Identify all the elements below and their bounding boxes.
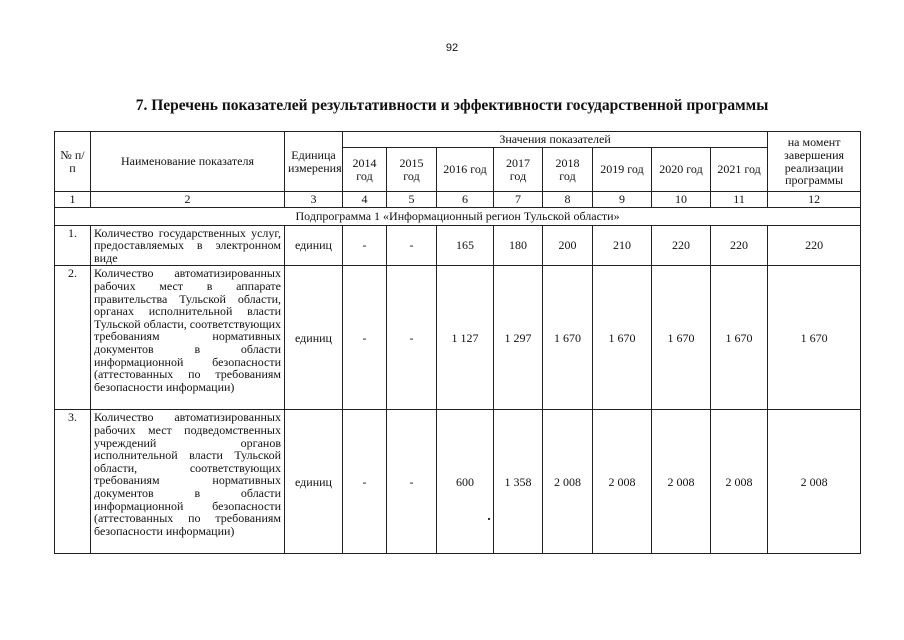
header-year: 2017 год <box>494 148 543 192</box>
header-num: № п/п <box>55 132 91 192</box>
scan-dot <box>488 518 490 520</box>
subprogram-row <box>55 207 861 225</box>
header-year: 2020 год <box>652 148 711 192</box>
column-number-row <box>55 192 861 208</box>
indicator-value: 2 008 <box>711 410 768 554</box>
indicator-unit: единиц <box>285 225 343 266</box>
column-number: 4 <box>343 192 387 208</box>
column-number: 2 <box>91 192 285 208</box>
indicator-value: 200 <box>543 225 593 266</box>
header-year: 2015 год <box>387 148 437 192</box>
indicator-value: 180 <box>494 225 543 266</box>
indicators-table <box>54 131 861 554</box>
indicator-value: - <box>343 266 387 410</box>
indicator-value: 2 008 <box>543 410 593 554</box>
indicator-value: 210 <box>593 225 652 266</box>
column-number: 1 <box>55 192 91 208</box>
table-row <box>55 266 861 410</box>
row-number: 3. <box>55 410 91 554</box>
subprogram-title: Подпрограмма 1 «Информационный регион Тульской области» <box>55 207 861 225</box>
table-row <box>55 225 861 266</box>
table-row <box>55 410 861 554</box>
column-number: 9 <box>593 192 652 208</box>
header-unit: Единица измерения <box>285 132 343 192</box>
header-name: Наименование показателя <box>91 132 285 192</box>
column-number: 12 <box>768 192 861 208</box>
column-number: 8 <box>543 192 593 208</box>
indicator-value: 1 297 <box>494 266 543 410</box>
indicator-value: 1 670 <box>543 266 593 410</box>
indicator-value: 220 <box>711 225 768 266</box>
header-year: 2019 год <box>593 148 652 192</box>
header-values-group: Значения показателей <box>343 132 768 148</box>
indicator-value: 220 <box>652 225 711 266</box>
column-number: 11 <box>711 192 768 208</box>
indicator-value: 600 <box>437 410 494 554</box>
indicator-value: - <box>387 225 437 266</box>
indicator-name: Количество государственных услуг, предоставляемых в электронном виде <box>91 225 285 266</box>
indicator-value: 1 670 <box>593 266 652 410</box>
section-title: 7. Перечень показателей результативности и эффективности государственной программы <box>135 97 769 114</box>
column-number: 5 <box>387 192 437 208</box>
indicator-value: 165 <box>437 225 494 266</box>
row-number: 2. <box>55 266 91 410</box>
indicator-value: 1 127 <box>437 266 494 410</box>
indicator-value: 2 008 <box>768 410 861 554</box>
indicator-value: 2 008 <box>652 410 711 554</box>
indicator-value: 1 670 <box>768 266 861 410</box>
header-final: на момент завершения реализации программы <box>768 132 861 192</box>
indicator-unit: единиц <box>285 410 343 554</box>
page-number: 92 <box>445 42 459 54</box>
indicator-value: 220 <box>768 225 861 266</box>
indicator-value: 2 008 <box>593 410 652 554</box>
column-number: 10 <box>652 192 711 208</box>
indicator-value: 1 358 <box>494 410 543 554</box>
row-number: 1. <box>55 225 91 266</box>
indicator-value: - <box>387 410 437 554</box>
indicator-value: 1 670 <box>652 266 711 410</box>
indicator-name: Количество автоматизированных рабочих мест в аппарате правительства Тульской области, органах исполнительной власти Тульской области, соответствующих требованиям нормативных документов в области информационной безопасности (аттестованных по требованиям безопасности информации) <box>91 266 285 410</box>
column-number: 6 <box>437 192 494 208</box>
indicator-value: 1 670 <box>711 266 768 410</box>
header-year: 2014 год <box>343 148 387 192</box>
indicator-value: - <box>387 266 437 410</box>
indicator-unit: единиц <box>285 266 343 410</box>
column-number: 3 <box>285 192 343 208</box>
header-year: 2018 год <box>543 148 593 192</box>
indicator-value: - <box>343 225 387 266</box>
indicator-value: - <box>343 410 387 554</box>
indicator-name: Количество автоматизированных рабочих мест подведомственных учреждений органов исполнительной власти Тульской области, соответствующих требованиям нормативных документов в области информационной безопасности (аттестованных по требованиям безопасности информации) <box>91 410 285 554</box>
header-year: 2021 год <box>711 148 768 192</box>
column-number: 7 <box>494 192 543 208</box>
header-year: 2016 год <box>437 148 494 192</box>
